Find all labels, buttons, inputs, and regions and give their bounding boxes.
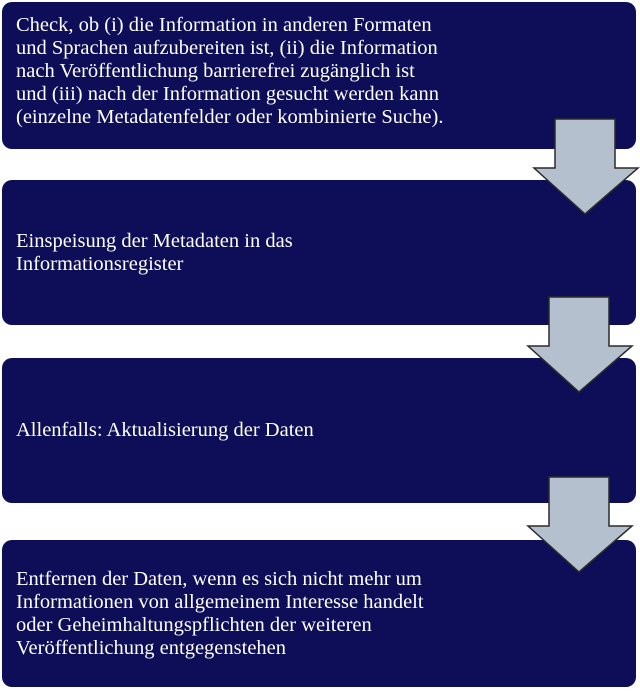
down-arrow-icon-3 — [527, 476, 635, 574]
step-text-1: Check, ob (i) die Information in anderen Formaten und Sprachen aufzubereiten ist, (ii) die Information nach Veröffentlichung barrierefrei zugänglich ist und (iii) nach der Information gesucht werden kann (einzelne Metadatenfelder oder kombinierte Suche). — [16, 14, 444, 128]
step-text-4: Entfernen der Daten, wenn es sich nicht mehr um Informationen von allgemeinem Interesse handelt oder Geheimhaltungspflichten der weiteren Veröffentlichung entgegenstehen — [16, 567, 424, 659]
step-text-3: Allenfalls: Aktualisierung der Daten — [16, 419, 314, 441]
down-arrow-icon-2 — [527, 296, 635, 394]
step-text-2: Einspeisung der Metadaten in das Informationsregister — [16, 229, 293, 275]
down-arrow-icon-1 — [533, 118, 640, 216]
